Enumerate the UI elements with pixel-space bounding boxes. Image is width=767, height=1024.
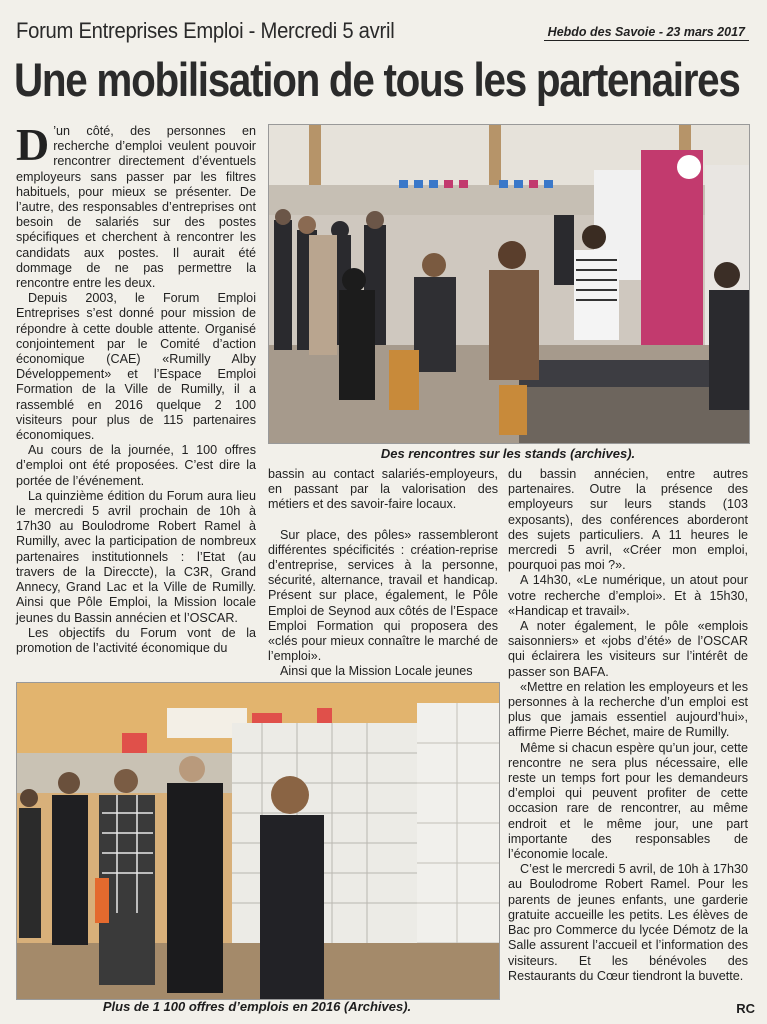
article-kicker: Forum Entreprises Emploi - Mercredi 5 avril (16, 18, 395, 43)
paragraph: Ainsi que la Mission Locale jeunes (280, 664, 473, 679)
paragraph: Sur place, des pôles» rassembleront différentes spécificités : création-reprise d’entreprise, services à la personne, sécurité, alternance, travail et handicap. Présent sur place, également, le Pôle Emploi de Seynod aux côtés de l’Espace Emploi Formation qui proposera des «clés pour mieux connaître le marché de l’emploi». (268, 527, 498, 664)
article-headline: Une mobilisation de tous les partenaires (14, 53, 740, 106)
job-boards-photo (16, 682, 500, 1000)
article-column-3 (508, 467, 748, 984)
paragraph: A noter également, le pôle «emplois saisonniers» et «jobs d’été» de l’OSCAR qui éclairera les visiteurs sur l’intérêt de passer son BAFA. (508, 619, 748, 679)
paragraph: Même si chacun espère qu’un jour, cette rencontre ne sera plus nécessaire, elle reste un temps fort pour les demandeurs d’emploi qui peuvent profiter de cette occasion rare de rencontrer, au même endroit et le même jour, une part importante des responsables de l’économie locale. (508, 740, 748, 862)
stands-photo-image (269, 125, 749, 443)
paragraph: du bassin annécien, entre autres partenaires. Outre la présence des employeurs sur leurs stands (103 exposants), des conférences aborderont des sujets particuliers. A 11 heures le mercredi 5 avril, «Créer mon emploi, pourquoi pas moi ?». (508, 467, 748, 573)
paragraph: «Mettre en relation les employeurs et les personnes à la recherche d’un emploi est plus que jamais essentiel aujourd’hui», affirme Pierre Béchet, maire de Rumilly. (508, 679, 748, 740)
job-boards-photo-image (17, 683, 499, 999)
paragraph: A 14h30, «Le numérique, un atout pour votre recherche d’emploi». Et à 15h30, «Handicap et travail». (508, 573, 748, 618)
paragraph: La quinzième édition du Forum aura lieu le mercredi 5 avril prochain de 10h à 17h30 au Boulodrome Robert Ramel à Rumilly, avec la participation de nombreux partenaires institutionnels : l’Etat (au travers de la Direccte), la C3R, Grand Annecy, Grand Lac et la Ville de Rumilly. Ainsi que Pôle Emploi, la Mission locale jeunes du Bassin annécien et l’OSCAR. (16, 488, 256, 625)
publication-source: Hebdo des Savoie - 23 mars 2017 (544, 24, 749, 41)
paragraph: Au cours de la journée, 1 100 offres d’emploi ont été proposées. C’est dire la portée de l’événement. (16, 443, 256, 488)
article-column-1 (16, 119, 256, 656)
paragraph: Les objectifs du Forum vont de la promotion de l’activité économique du (16, 625, 256, 655)
paragraph: Depuis 2003, le Forum Emploi Entreprises s’est donné pour mission de répondre à cette double attente. Organisé conjointement par le Comité d’action économique (CAE) «Rumilly Alby Développement» et l’Espace Emploi Formation de la Ville de Rumilly, il a rassemblé en 2016 quelque 2 100 visiteurs pour plus de 115 partenaires économiques. (16, 291, 256, 443)
job-boards-photo-caption: Plus de 1 100 offres d’emplois en 2016 (Archives). (102, 999, 412, 1014)
dropcap: D (16, 119, 50, 170)
paragraph: bassin au contact salariés-employeurs, en passant par la valorisation des métiers et des savoir-faire locaux. (268, 467, 498, 512)
author-signature: RC (736, 1001, 755, 1016)
paragraph: ’un côté, des personnes en recherche d’emploi veulent pouvoir rencontrer directement d’éventuels employeurs sans passer par les filtres habituels, pour mieux se présenter. De l’autre, des responsables d’entreprises ont besoin de salariés sur des postes spécifiques et cherchent à rencontrer les candidats aux postes. Il aurait été dommage de ne pas permettre la rencontre entre les deux. (16, 124, 256, 291)
stands-photo-caption: Des rencontres sur les stands (archives). (380, 446, 636, 461)
article-column-2 (268, 467, 498, 680)
stands-photo (268, 124, 750, 444)
paragraph: C’est le mercredi 5 avril, de 10h à 17h30 au Boulodrome Robert Ramel. Pour les parents de jeunes enfants, une garderie gratuite accueille les petits. Les élèves de Bac pro Commerce du lycée Démotz de la Salle assurent l’accueil et l’information des visiteurs. Et les bénévoles des Restaurants du Cœur tiendront la buvette. (508, 862, 748, 983)
